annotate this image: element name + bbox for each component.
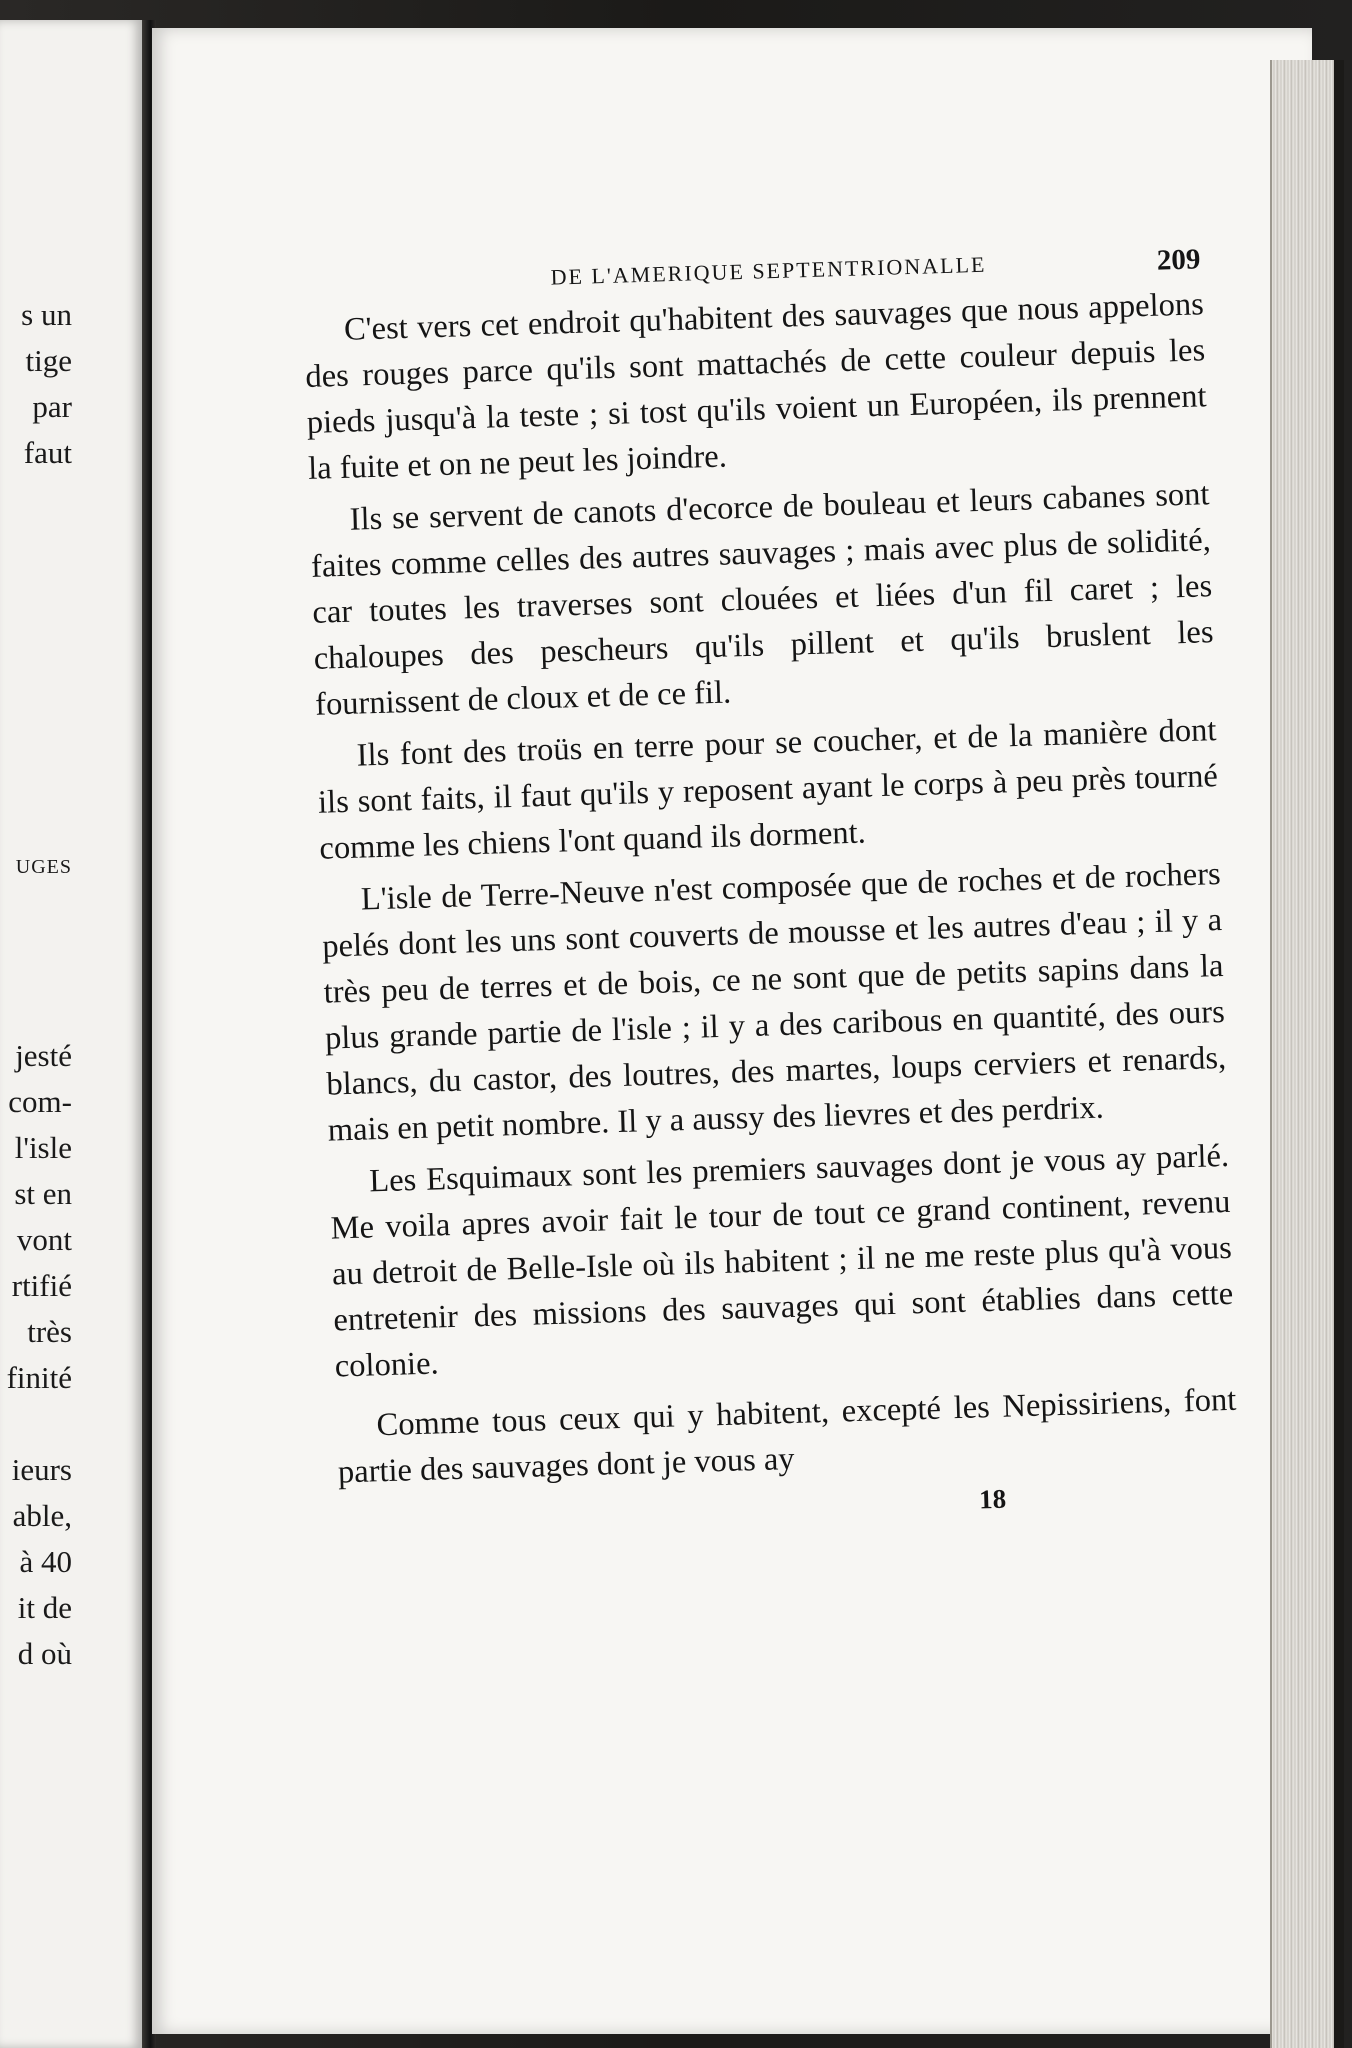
paragraph: Ils font des troüs en terre pour se coucher, et de la manière dont ils sont faits, il faut qu'ils y reposent ayant le corps à peu près tourné comme les chiens l'ont quand ils dorment. xyxy=(317,712,1219,867)
paragraph: Les Esquimaux sont les premiers sauvages dont je vous ay parlé. Me voila apres avoir fait le tour de tout ce grand continent, revenu au detroit de Belle-Isle où ils habitent ; il ne me reste plus qu'à vous entretenir des missions des sauvages qui sont établies dans cette colonie. xyxy=(330,1137,1234,1385)
left-page-line: able, xyxy=(12,1498,72,1533)
page-block-edge xyxy=(1270,60,1344,2048)
left-page-line: d où xyxy=(17,1636,72,1671)
paragraph: C'est vers cet endroit qu'habitent des sauvages que nous appelons des rouges parce qu'ils sont mattachés de cette couleur depuis les pieds jusqu'à la teste ; si tost qu'ils voient un Européen, ils prennent la fuite et on ne peut les joindre. xyxy=(304,286,1207,487)
left-page-line: l'isle xyxy=(14,1130,72,1165)
paragraph: Ils se servent de canots d'ecorce de bouleau et leurs cabanes sont faites comme celles des autres sauvages ; mais avec plus de solidité, car toutes les traverses sont clouées et liées d'un fil caret ; les chaloupes des pescheurs qu'ils pillent et qu'ils bruslent les fournissent de cloux et de ce fil. xyxy=(310,476,1214,723)
paragraph: L'isle de Terre-Neuve n'est composée que de roches et de rochers pelés dont les uns sont couverts de mousse et les autres d'eau ; il y a très peu de terres et de bois, ce ne sont que de petits sapins dans la plus grande partie de l'isle ; il y a des caribous en quantité, des ours blancs, du castor, des loutres, des martes, loups cerviers et renards, mais en petit nombre. Il y a aussy des lievres et des perdrix. xyxy=(321,856,1227,1149)
left-page-line: st en xyxy=(14,1176,72,1211)
page-number: 209 xyxy=(1156,243,1201,277)
book-page xyxy=(152,28,1312,2034)
signature-mark: 18 xyxy=(978,1483,1007,1515)
left-page-line: très xyxy=(27,1314,72,1349)
left-page-line: it de xyxy=(17,1590,72,1625)
page-text-block xyxy=(302,233,1240,1549)
left-page-line: vont xyxy=(16,1222,72,1257)
left-page-line: à 40 xyxy=(19,1544,72,1579)
running-title: DE L'AMERIQUE SEPTENTRIONALLE xyxy=(550,251,987,290)
left-page-line: rtifié xyxy=(11,1268,72,1303)
left-page-line: com- xyxy=(8,1084,72,1119)
left-page-running-head: UGES xyxy=(15,856,72,878)
previous-page-fragment xyxy=(0,20,142,2048)
left-page-line: jesté xyxy=(15,1038,72,1073)
left-page-line: faut xyxy=(23,435,72,470)
left-page-line: tige xyxy=(25,343,72,378)
paragraph: Comme tous ceux qui y habitent, excepté les Nepissiriens, font partie des sauvages dont je vous ay xyxy=(337,1381,1237,1491)
left-page-line: ieurs xyxy=(11,1452,72,1487)
left-page-line: s un xyxy=(21,297,72,332)
left-page-line: finité xyxy=(6,1360,72,1395)
left-page-line: par xyxy=(32,389,72,424)
